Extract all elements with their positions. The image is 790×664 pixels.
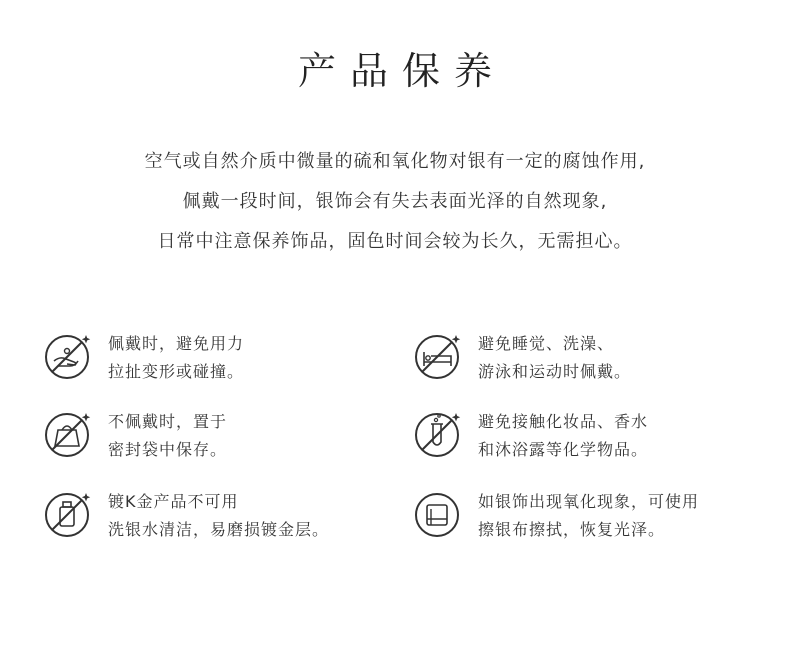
care-tip-line: 不佩戴时，置于 [108, 412, 228, 431]
intro-paragraph [0, 142, 790, 262]
care-tip-line: 避免接触化妆品、香水 [478, 412, 649, 431]
care-tip-avoid-sleep-bath [412, 330, 752, 390]
care-tip-avoid-chemicals [412, 408, 752, 468]
care-tip-gold-plated [42, 488, 382, 548]
care-tip-polishing-cloth [412, 488, 752, 548]
intro-line: 空气或自然介质中微量的硫和氧化物对银有一定的腐蚀作用, [144, 151, 646, 172]
intro-line: 日常中注意保养饰品，固色时间会较为长久，无需担心。 [157, 231, 633, 252]
care-tip-line: 洗银水清洁，易磨损镀金层。 [108, 520, 330, 539]
care-tip-line: 避免睡觉、洗澡、 [478, 334, 615, 353]
care-tip-storage [42, 408, 382, 468]
care-tip-line: 游泳和运动时佩戴。 [478, 362, 632, 381]
page-title: 产品保养 [297, 49, 506, 93]
chemical-tube-prohibited-icon [412, 408, 464, 460]
care-tip-line: 和沐浴露等化学物品。 [478, 440, 649, 459]
care-tip-line: 密封袋中保存。 [108, 440, 228, 459]
gold-plated-bottle-prohibited-icon [42, 488, 94, 540]
hand-force-prohibited-icon [42, 330, 94, 382]
polishing-cloth-icon [412, 488, 464, 540]
care-tip-line: 佩戴时，避免用力 [108, 334, 245, 353]
bed-prohibited-icon [412, 330, 464, 382]
care-tip-line: 镀K金产品不可用 [108, 492, 239, 511]
care-tip-avoid-force [42, 330, 382, 390]
care-tip-line: 拉扯变形或碰撞。 [108, 362, 245, 381]
care-tip-line: 擦银布擦拭，恢复光泽。 [478, 520, 666, 539]
pouch-storage-icon [42, 408, 94, 460]
care-tip-line: 如银饰出现氧化现象，可使用 [478, 492, 700, 511]
intro-line: 佩戴一段时间，银饰会有失去表面光泽的自然现象, [182, 191, 608, 212]
